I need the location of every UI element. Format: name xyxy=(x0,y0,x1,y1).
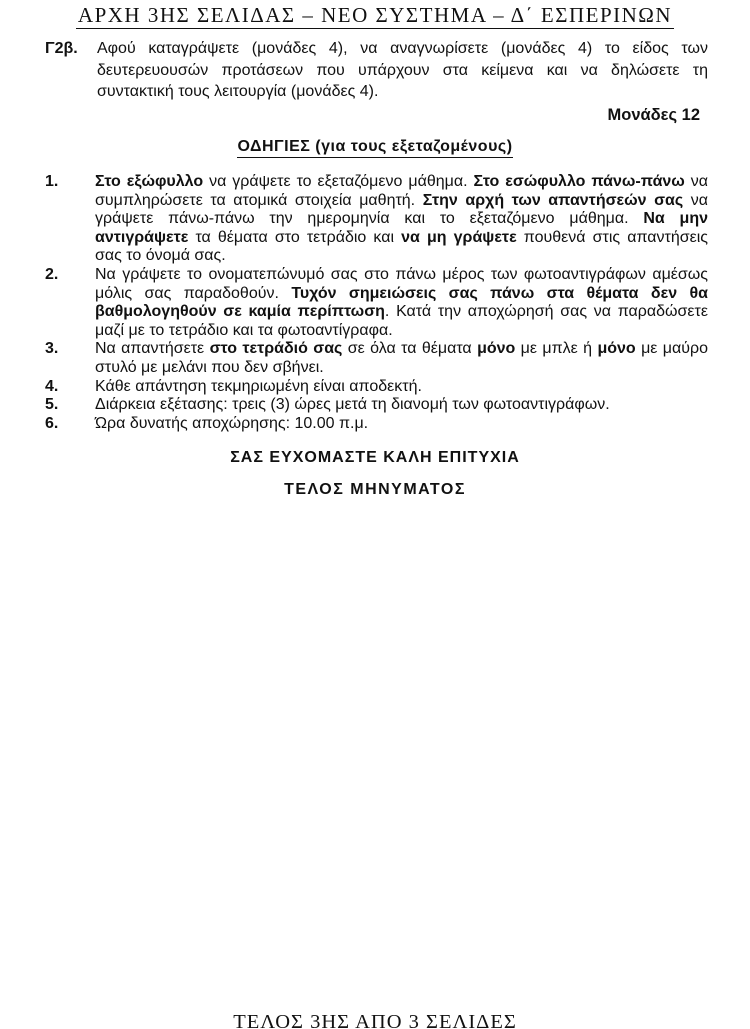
instruction-number: 1. xyxy=(45,173,59,191)
instruction-text: Ώρα δυνατής αποχώρησης: 10.00 π.μ. xyxy=(95,414,369,432)
instruction-item-1 xyxy=(45,173,708,266)
page-header-text: ΑΡΧΗ 3ΗΣ ΣΕΛΙΔΑΣ – ΝΕΟ ΣΥΣΤΗΜΑ – Δ΄ ΕΣΠΕΡΙΝΩΝ xyxy=(77,3,673,27)
question-text: Αφού καταγράψετε (μονάδες 4), να αναγνωρίσετε (μονάδες 4) το είδος των δευτερευουσών προτάσεων που υπάρχουν στα κείμενα και να δηλώσετε τη συντακτική τους λειτουργία (μονάδες 4). xyxy=(97,40,708,101)
instructions-heading-text: ΟΔΗΓΙΕΣ (για τους εξεταζομένους) xyxy=(237,138,512,158)
instruction-text: Να απαντήσετε στο τετράδιό σας σε όλα τα θέματα μόνο με μπλε ή μόνο με μαύρο στυλό με μελάνι που δεν σβήνει. xyxy=(95,340,709,377)
instruction-item-5 xyxy=(45,396,708,415)
instruction-number: 5. xyxy=(45,396,59,414)
instruction-item-4 xyxy=(45,378,708,397)
instruction-text: Κάθε απάντηση τεκμηριωμένη είναι αποδεκτή. xyxy=(95,377,422,395)
instruction-text: Διάρκεια εξέτασης: τρεις (3) ώρες μετά τη διανομή των φωτοαντιγράφων. xyxy=(95,396,610,414)
instruction-number: 2. xyxy=(45,266,59,284)
question-g2b xyxy=(45,38,708,103)
instruction-number: 6. xyxy=(45,414,59,432)
instruction-number: 4. xyxy=(45,377,59,395)
end-of-message-text: ΤΕΛΟΣ ΜΗΝΥΜΑΤΟΣ xyxy=(284,481,466,499)
page-footer-text: ΤΕΛΟΣ 3ΗΣ ΑΠΟ 3 ΣΕΛΙΔΕΣ xyxy=(233,1011,517,1029)
instruction-number: 3. xyxy=(45,340,59,358)
instructions-list xyxy=(45,173,708,433)
instruction-text: Στο εξώφυλλο να γράψετε το εξεταζόμενο μάθημα. Στο εσώφυλλο πάνω-πάνω να συμπληρώσετε τα ατομικά στοιχεία μαθητή. Στην αρχή των απαντήσεών σας να γράψετε πάνω-πάνω την ημερομηνία και το εξεταζόμενο μάθημα. Να μην αντιγράψετε τα θέματα στο τετράδιο και να μη γράψετε πουθενά στις απαντήσεις σας το όνομά σας. xyxy=(95,173,709,265)
page-header xyxy=(0,0,750,29)
instruction-text: Να γράψετε το ονοματεπώνυμό σας στο πάνω μέρος των φωτοαντιγράφων αμέσως μόλις σας παραδοθούν. Τυχόν σημειώσεις σας πάνω στα θέματα δεν θα βαθμολογηθούν σε καμία περίπτωση. Κατά την αποχώρησή σας να παραδώσετε μαζί με το τετράδιο και τα φωτοαντίγραφα. xyxy=(95,266,709,339)
points-badge: Μονάδες 12 xyxy=(607,106,700,125)
instruction-item-2 xyxy=(45,266,708,340)
instruction-item-3 xyxy=(45,340,708,377)
question-label: Γ2β. xyxy=(45,40,78,57)
instruction-item-6 xyxy=(45,415,708,434)
good-luck-message: ΣΑΣ ΕΥΧΟΜΑΣΤΕ ΚΑΛΗ ΕΠΙΤΥΧΙΑ xyxy=(230,449,520,467)
instructions-heading xyxy=(0,138,750,158)
